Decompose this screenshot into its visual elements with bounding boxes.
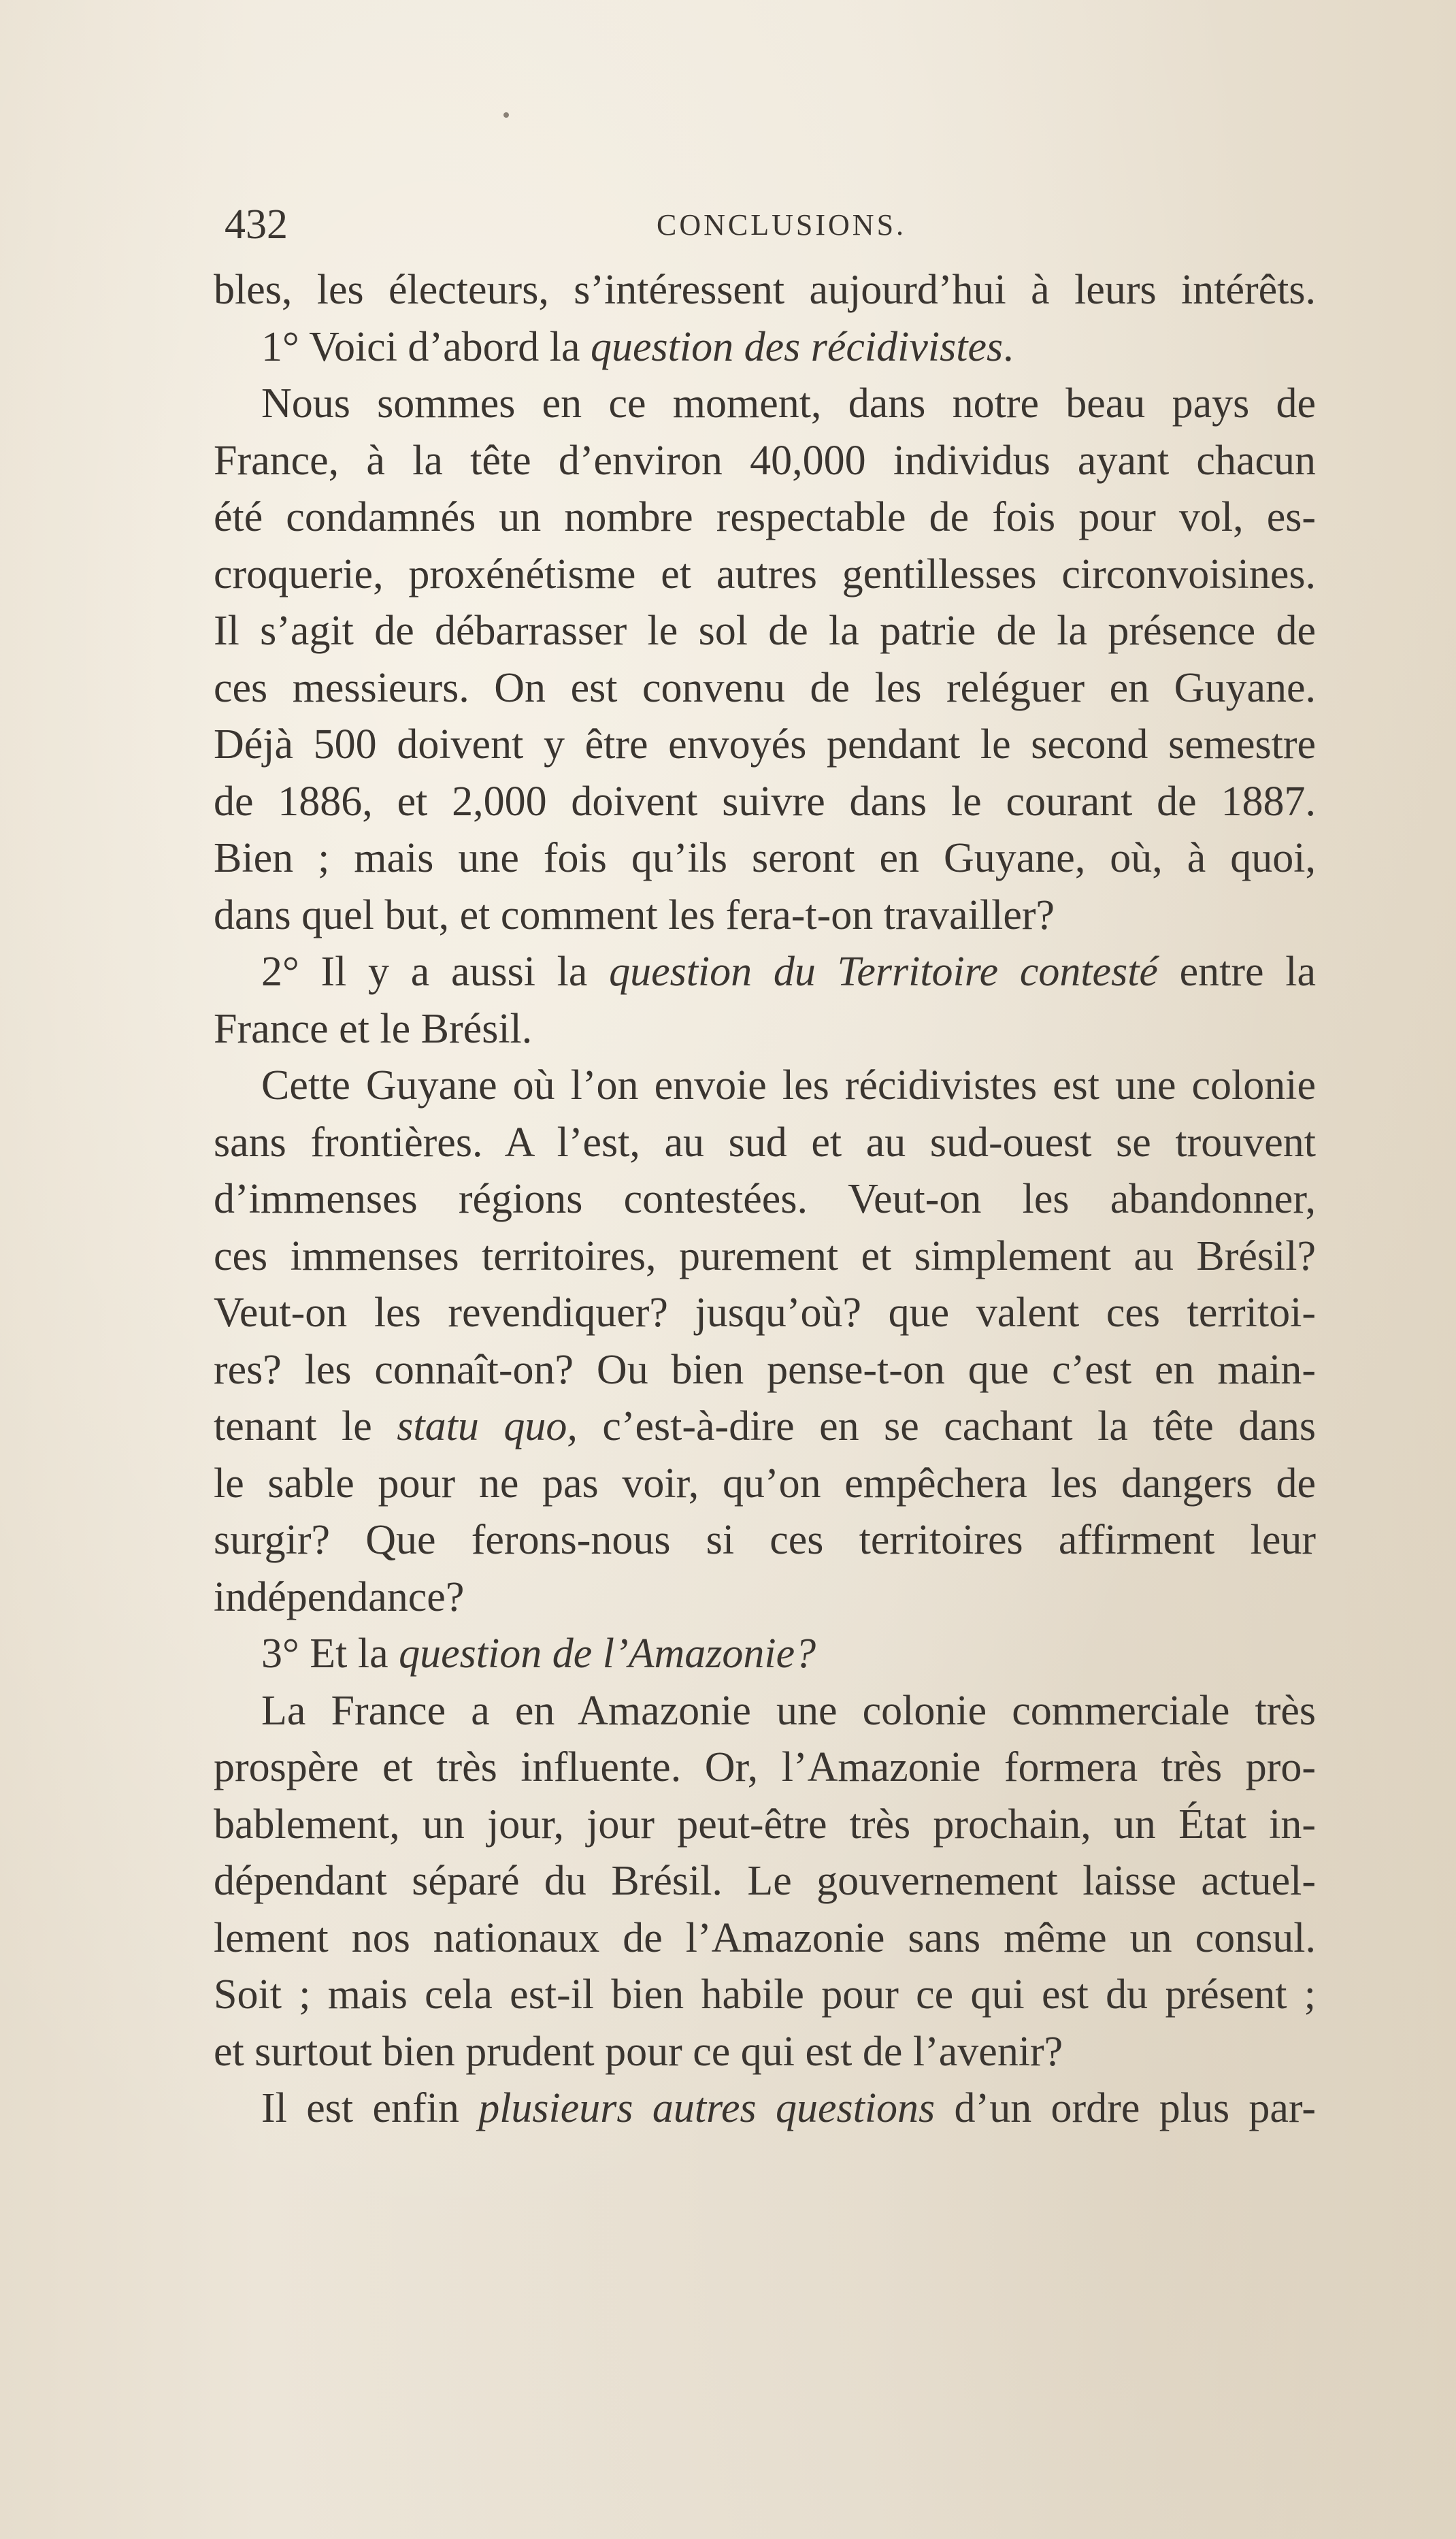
text-line: Cette Guyane où l’on envoie les récidivistes est une colonie xyxy=(261,1062,1316,1109)
text-line: bablement, un jour, jour peut-être très prochain, un État in- xyxy=(214,1801,1316,1848)
text-line: Soit ; mais cela est-il bien habile pour ce qui est du présent ; xyxy=(214,1971,1316,2018)
text-line: sans frontières. A l’est, au sud et au sud-ouest se trouvent xyxy=(214,1119,1316,1166)
text-line: bles, les électeurs, s’intéressent aujourd’hui à leurs intérêts. xyxy=(214,267,1316,313)
text-line: 3° Et la question de l’Amazonie? xyxy=(261,1631,816,1677)
text-line: dépendant séparé du Brésil. Le gouvernement laisse actuel- xyxy=(214,1858,1316,1904)
page-number: 432 xyxy=(225,201,288,248)
text-line: surgir? Que ferons-nous si ces territoires affirment leur xyxy=(214,1517,1316,1563)
text-line: été condamnés un nombre respectable de fois pour vol, es- xyxy=(214,494,1316,540)
text-line: de 1886, et 2,000 doivent suivre dans le courant de 1887. xyxy=(214,778,1316,825)
text-line: lement nos nationaux de l’Amazonie sans même un consul. xyxy=(214,1914,1316,1961)
text-line: Veut-on les revendiquer? jusqu’où? que valent ces territoi- xyxy=(214,1290,1316,1336)
text-line: d’immenses régions contestées. Veut-on les abandonner, xyxy=(214,1176,1316,1222)
running-head xyxy=(225,197,1313,252)
text-line: Déjà 500 doivent y être envoyés pendant le second semestre xyxy=(214,721,1316,768)
text-line: tenant le statu quo, c’est-à-dire en se cachant la tête dans xyxy=(214,1403,1316,1449)
text-line: indépendance? xyxy=(214,1573,465,1620)
text-line: dans quel but, et comment les fera-t-on travailler? xyxy=(214,891,1055,938)
text-line: Il s’agit de débarrasser le sol de la patrie de la présence de xyxy=(214,608,1316,654)
text-line: 1° Voici d’abord la question des récidivistes. xyxy=(261,323,1014,370)
text-line: le sable pour ne pas voir, qu’on empêchera les dangers de xyxy=(214,1460,1316,1507)
text-line: France et le Brésil. xyxy=(214,1005,533,1052)
text-line: 2° Il y a aussi la question du Territoire contesté entre la xyxy=(261,949,1316,995)
text-line: ces immenses territoires, purement et simplement au Brésil? xyxy=(214,1232,1316,1279)
running-title: CONCLUSIONS. xyxy=(657,208,907,242)
text-line: croquerie, proxénétisme et autres gentillesses circonvoisines. xyxy=(214,551,1316,597)
body-text xyxy=(214,262,1316,2137)
text-line: res? les connaît-on? Ou bien pense-t-on que c’est en main- xyxy=(214,1346,1316,1393)
text-line: et surtout bien prudent pour ce qui est de l’avenir? xyxy=(214,2028,1063,2075)
text-line: La France a en Amazonie une colonie commerciale très xyxy=(261,1687,1316,1734)
ink-speck xyxy=(503,112,509,118)
text-line: Nous sommes en ce moment, dans notre beau pays de xyxy=(261,380,1316,427)
text-line: prospère et très influente. Or, l’Amazonie formera très pro- xyxy=(214,1744,1316,1790)
text-line: ces messieurs. On est convenu de les reléguer en Guyane. xyxy=(214,664,1316,711)
text-line: Bien ; mais une fois qu’ils seront en Guyane, où, à quoi, xyxy=(214,835,1316,881)
text-line: Il est enfin plusieurs autres questions d’un ordre plus par- xyxy=(261,2085,1317,2131)
text-line: France, à la tête d’environ 40,000 individus ayant chacun xyxy=(214,437,1316,484)
